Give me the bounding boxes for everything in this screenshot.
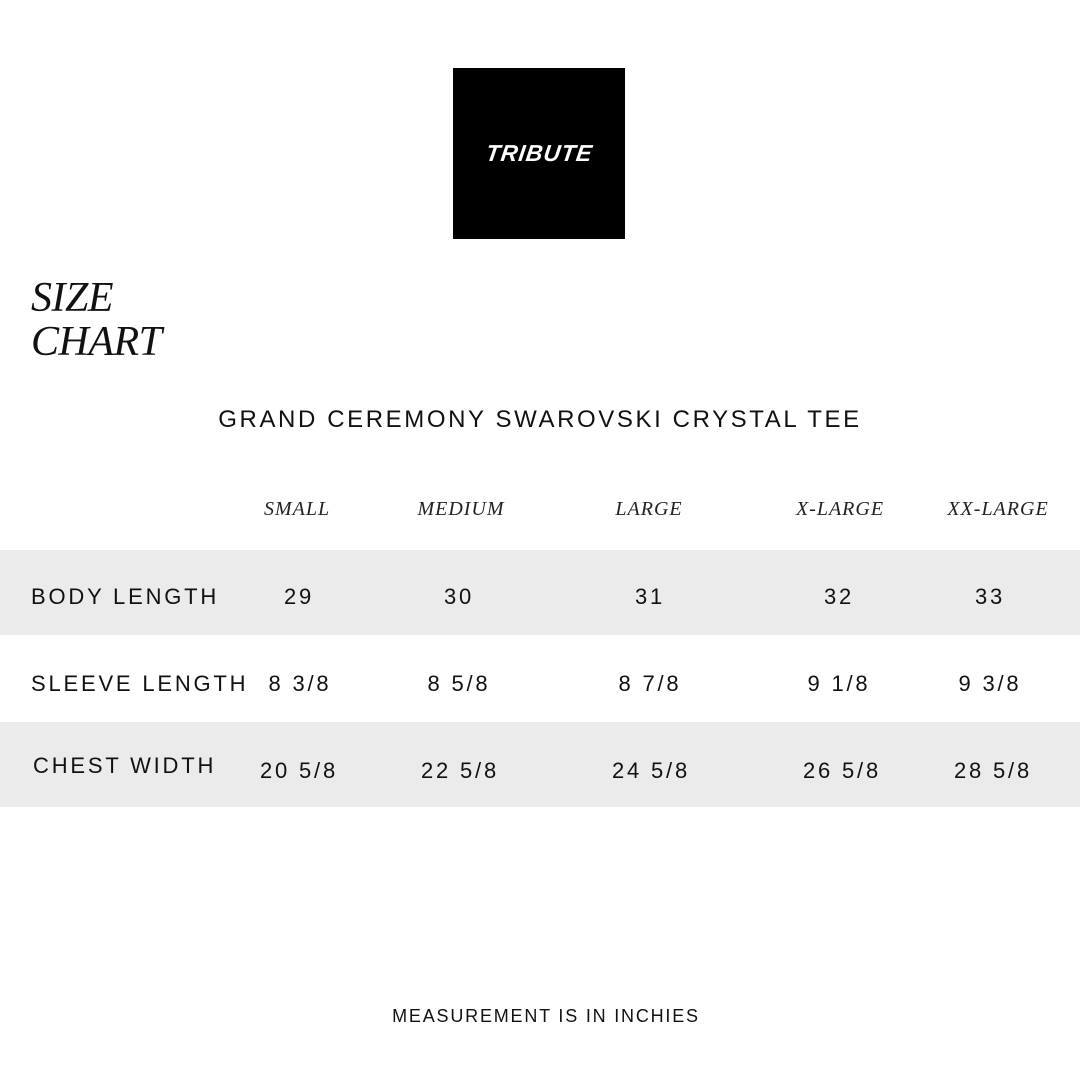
row-label-body-length: BODY LENGTH xyxy=(31,584,220,609)
column-header-x-large: X-LARGE xyxy=(795,498,885,520)
table-cell: 32 xyxy=(823,584,855,609)
table-cell: 22 5/8 xyxy=(421,758,499,783)
row-label-sleeve-length: SLEEVE LENGTH xyxy=(31,671,249,696)
table-row-chest-width xyxy=(0,722,1080,807)
table-cell: 29 xyxy=(283,584,315,609)
table-cell: 28 5/8 xyxy=(954,758,1032,783)
brand-logo-text: TRIBUTE xyxy=(483,140,595,166)
table-cell: 20 5/8 xyxy=(260,758,338,783)
page-title-line2: CHART xyxy=(31,319,162,365)
row-label-chest-width: CHEST WIDTH xyxy=(33,753,217,778)
table-cell: 30 xyxy=(443,584,475,609)
table-cell: 8 5/8 xyxy=(427,671,491,696)
column-header-large: LARGE xyxy=(615,498,683,520)
table-cell: 9 3/8 xyxy=(958,671,1022,696)
table-cell: 8 7/8 xyxy=(618,671,682,696)
table-cell: 9 1/8 xyxy=(807,671,871,696)
column-header-xx-large: XX-LARGE xyxy=(947,498,1049,520)
table-cell: 33 xyxy=(974,584,1006,609)
product-name: GRAND CEREMONY SWAROVSKI CRYSTAL TEE xyxy=(218,406,862,433)
measurement-note: MEASUREMENT IS IN INCHIES xyxy=(392,1006,700,1026)
table-cell: 26 5/8 xyxy=(803,758,881,783)
page-title-line1: SIZE xyxy=(31,275,113,321)
column-header-medium: MEDIUM xyxy=(417,498,505,520)
table-cell: 24 5/8 xyxy=(612,758,690,783)
table-row-body-length xyxy=(0,550,1080,635)
brand-logo xyxy=(453,68,625,239)
column-header-small: SMALL xyxy=(263,498,331,520)
page-title xyxy=(31,276,162,364)
table-row-sleeve-length xyxy=(0,637,1080,722)
table-cell: 31 xyxy=(634,584,666,609)
table-cell: 8 3/8 xyxy=(268,671,332,696)
